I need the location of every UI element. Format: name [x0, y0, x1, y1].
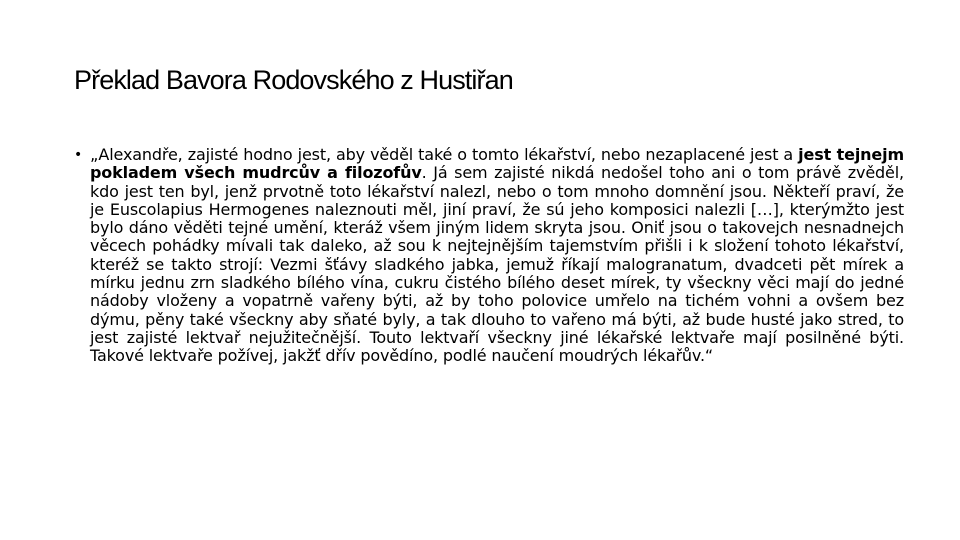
slide-body	[74, 146, 904, 366]
bullet-item	[74, 146, 904, 366]
quote-paragraph	[90, 146, 904, 366]
quote-text-start: „Alexandře, zajisté hodno jest, aby věděl také o tomto lékařství, nebo nezaplacené jest a	[90, 145, 799, 164]
quote-bold-text: jest tejnejm pokladem všech mudrcův a filozofův	[90, 145, 904, 183]
bullet-icon: •	[74, 147, 83, 163]
slide-title: Překlad Bavora Rodovského z Hustiřan	[74, 65, 513, 95]
quote-text-end: . Já sem zajisté nikdá nedošel toho ani o tom právě zvěděl, kdo jest ten byl, jenž prvotně toto lékařství nalezl, nebo o tom mnoho domnění jsou. Někteří praví, že je Euscolapius Hermogenes naleznouti měl, jiní praví, že sú jeho komposici nalezli […], kterýmžto jest bylo dáno věděti tejné umění, kteráž všem jiným lidem skryta jsou. Oniť jsou o takovejch nesnadnejch věcech pohádky mívali tak daleko, až sou k nejtejnějším tajemstvím přišli i k složení tohoto lékařství, kteréž se takto strojí: Vezmi šťávy sladkého jabka, jemuž říkají malogranatum, dvadceti pět mírek a mírku jednu zrn sladkého bílého vína, cukru čistého bílého deset mírek, ty všeckny věci mají do jedné nádoby vloženy a vopatrně vařeny býti, až by toho polovice umřelo na tichém vohni a ovšem bez dýmu, pěny také všeckny aby sňaté byly, a tak dlouho to vařeno má býti, až bude husté jako stred, to jest zajisté lektvař nejužitečnější. Touto lektvaří všeckny jiné lékařské lektvaře mají posilněné býti. Takové lektvaře požívej, jakžť dřív povědíno, podlé naučení moudrých lékařův.“	[90, 163, 904, 366]
